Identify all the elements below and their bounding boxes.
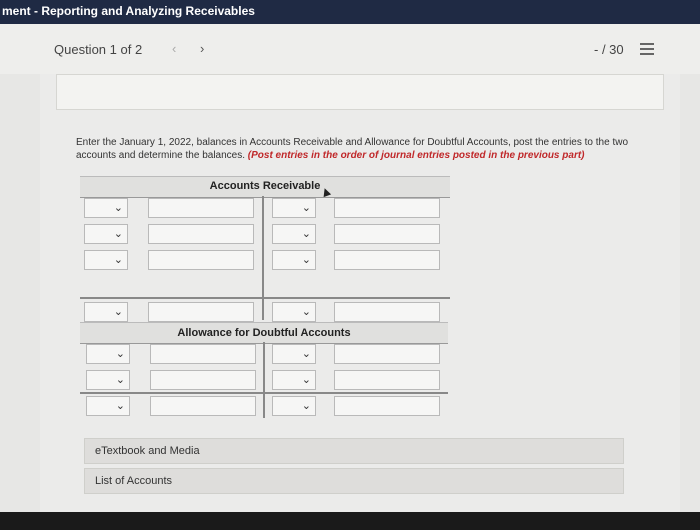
window-title-bar: [0, 0, 700, 24]
chevron-down-icon: ⌄: [301, 228, 311, 240]
allowance-balance-credit-select[interactable]: [272, 396, 316, 416]
ar-balance-account-select[interactable]: [84, 302, 128, 322]
allowance-credit-account-select[interactable]: [272, 344, 316, 364]
ar-debit-amount-input[interactable]: [148, 198, 254, 218]
question-label: Question 1 of 2: [54, 42, 143, 57]
ar-debit-account-select[interactable]: [84, 198, 128, 218]
window-title: ment - Reporting and Analyzing Receivables: [2, 4, 255, 18]
previous-question-button[interactable]: ‹: [172, 41, 177, 56]
ar-debit-account-select[interactable]: [84, 224, 128, 244]
balance-line: [80, 297, 450, 299]
accounts-receivable-title: Accounts Receivable: [209, 180, 321, 192]
ar-credit-account-select[interactable]: [272, 198, 316, 218]
chevron-down-icon: ⌄: [115, 400, 125, 412]
balance-line: [80, 392, 448, 394]
allowance-credit-amount-input[interactable]: [334, 370, 440, 390]
allowance-title: Allowance for Doubtful Accounts: [177, 327, 351, 339]
ar-credit-account-select[interactable]: [272, 250, 316, 270]
ar-balance-credit-input[interactable]: [334, 302, 440, 322]
bottom-bezel: [0, 512, 700, 530]
list-icon[interactable]: [640, 42, 654, 56]
list-of-accounts-button[interactable]: [84, 468, 624, 494]
allowance-header: [80, 322, 448, 344]
instructions-emphasis: (Post entries in the order of journal entries posted in the previous part): [247, 150, 585, 161]
allowance-debit-account-select[interactable]: [86, 344, 130, 364]
question-header: [0, 24, 700, 74]
chevron-down-icon: ⌄: [301, 400, 311, 412]
allowance-balance-debit-input[interactable]: [150, 396, 256, 416]
chevron-down-icon: ⌄: [301, 348, 311, 360]
chevron-down-icon: ⌄: [301, 202, 311, 214]
allowance-credit-amount-input[interactable]: [334, 344, 440, 364]
chevron-down-icon: ⌄: [113, 228, 123, 240]
allowance-debit-amount-input[interactable]: [150, 344, 256, 364]
t-account-divider: [263, 342, 265, 418]
ar-debit-account-select[interactable]: [84, 250, 128, 270]
chevron-down-icon: ⌄: [301, 306, 311, 318]
ar-balance-debit-input[interactable]: [148, 302, 254, 322]
ar-credit-amount-input[interactable]: [334, 198, 440, 218]
instructions-text: Enter the January 1, 2022, balances in Accounts Receivable and Allowance for Doubtful Accounts, post the entries to the two accounts and determine the balances.: [76, 137, 629, 161]
ar-credit-amount-input[interactable]: [334, 224, 440, 244]
allowance-debit-account-select[interactable]: [86, 370, 130, 390]
next-question-button[interactable]: ›: [200, 41, 205, 56]
chevron-down-icon: ⌄: [113, 306, 123, 318]
score-display: - / 30: [594, 42, 624, 57]
ar-credit-amount-input[interactable]: [334, 250, 440, 270]
ar-balance-credit-select[interactable]: [272, 302, 316, 322]
ar-credit-account-select[interactable]: [272, 224, 316, 244]
allowance-balance-account-select[interactable]: [86, 396, 130, 416]
allowance-credit-account-select[interactable]: [272, 370, 316, 390]
top-panel: [56, 74, 664, 110]
ar-debit-amount-input[interactable]: [148, 250, 254, 270]
chevron-down-icon: ⌄: [115, 348, 125, 360]
allowance-balance-credit-input[interactable]: [334, 396, 440, 416]
chevron-down-icon: ⌄: [113, 254, 123, 266]
chevron-down-icon: ⌄: [301, 374, 311, 386]
instructions: [76, 136, 646, 162]
allowance-debit-amount-input[interactable]: [150, 370, 256, 390]
accounts-receivable-header: [80, 176, 450, 198]
chevron-down-icon: ⌄: [301, 254, 311, 266]
list-of-accounts-label: List of Accounts: [95, 475, 173, 487]
chevron-down-icon: ⌄: [115, 374, 125, 386]
ar-debit-amount-input[interactable]: [148, 224, 254, 244]
etextbook-media-button[interactable]: [84, 438, 624, 464]
t-account-divider: [262, 196, 264, 320]
etextbook-label: eTextbook and Media: [95, 445, 200, 457]
chevron-down-icon: ⌄: [113, 202, 123, 214]
